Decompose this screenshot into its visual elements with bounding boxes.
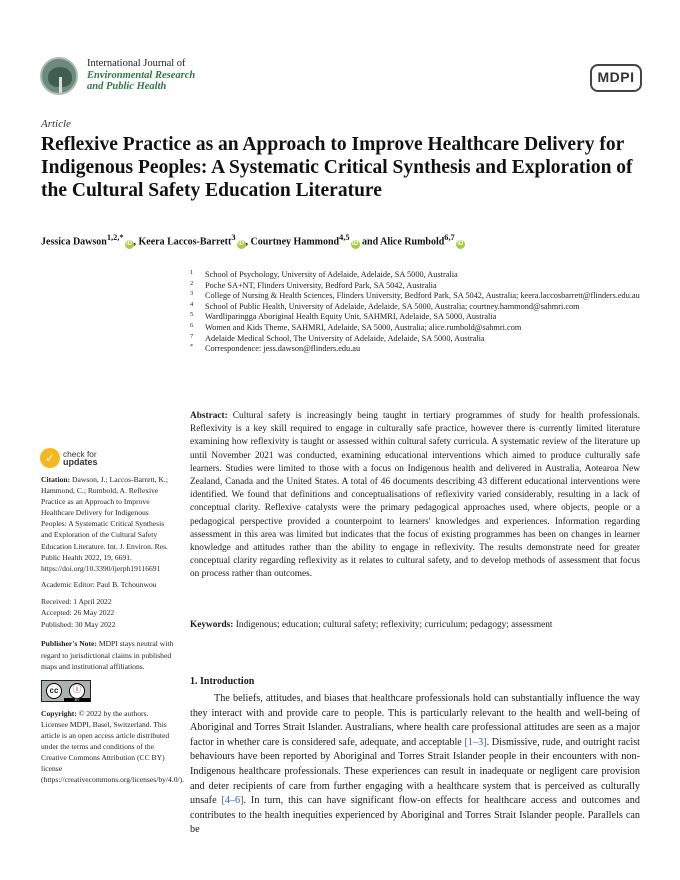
introduction-paragraph: [190, 692, 640, 838]
affiliation-item: [190, 312, 650, 323]
abstract: [190, 410, 640, 582]
author-name[interactable]: Keera Laccos-Barrett: [138, 236, 232, 248]
published-date: Published: 30 May 2022: [41, 619, 116, 629]
affiliation-item: [190, 323, 650, 334]
reference-link[interactable]: [4–6]: [221, 795, 244, 807]
affiliation-text: Poche SA+NT, Flinders University, Bedford Park, SA 5042, Australia: [205, 280, 437, 290]
orcid-icon[interactable]: iD: [126, 241, 132, 248]
intro-text-part: . Dismissive, rude, and outright racist behaviours have been reported by Aboriginal and Torres Strait Islander people in their encounters with non-Indigenous healthcare professionals. These experiences can result in inadequate or negligent care provision and deter recipients of care from further engaging with a healthcare system that is perceived as culturally unsafe: [190, 736, 641, 807]
copyright-label: Copyright:: [41, 708, 77, 718]
affiliation-mark: 2: [190, 279, 194, 287]
article-type: Article: [41, 118, 71, 130]
journal-logo-icon: [40, 57, 78, 95]
affiliation-mark: 3: [190, 290, 194, 298]
affiliation-mark: *: [190, 343, 194, 351]
affiliation-text: Women and Kids Theme, SAHMRI, Adelaide, SA 5000, Australia; alice.rumbold@sahmri.com: [205, 322, 522, 332]
check-updates-icon: ✓: [40, 448, 60, 468]
keywords-text: Indigenous; education; cultural safety; reflexivity; curriculum; pedagogy; assessment: [235, 620, 553, 630]
publisher-note-label: Publisher's Note:: [41, 639, 97, 649]
copyright-text: © 2022 by the authors. Licensee MDPI, Basel, Switzerland. This article is an open access article distributed under the terms and conditions of the Creative Commons Attribution (CC BY) license (https://creativecommons.org/licenses/by/4.0/).: [41, 708, 185, 785]
affiliation-item: [190, 281, 650, 292]
publication-dates: [41, 596, 176, 631]
affiliation-text: School of Psychology, University of Adelaide, Adelaide, SA 5000, Australia: [205, 270, 458, 279]
keywords-label: Keywords:: [190, 620, 234, 630]
check-updates-line-2: updates: [63, 457, 98, 467]
publisher-logo[interactable]: [590, 64, 642, 92]
affiliation-item: [190, 334, 650, 345]
affiliation-text: Correspondence: jess.dawson@flinders.edu.au: [205, 344, 361, 354]
author-affiliation-sup: 1,2,*: [106, 233, 124, 242]
section-heading-introduction: 1. Introduction: [190, 676, 255, 687]
journal-line-1: International Journal of: [87, 58, 186, 69]
publisher-logo-text: MDPI: [597, 69, 635, 85]
affiliation-item: [190, 291, 650, 302]
check-updates-line-1: check for: [63, 449, 97, 459]
affiliation-mark: 7: [190, 332, 194, 340]
journal-name[interactable]: [87, 58, 195, 93]
article-title: Reflexive Practice as an Approach to Improve Healthcare Delivery for Indigenous Peoples: A Systematic Critical Synthesis and Exploration of the Cultural Safety Education Literature: [41, 134, 633, 201]
affiliation-item: [190, 344, 650, 355]
author-list: Jessica Dawson$^{1,2,*}$iD , Keera Laccos-Barrett$^3$iD , Courtney Hammond$^{4,5}$iD and Alice Rumbold$^{6,7}$iD: [41, 233, 464, 248]
orcid-icon[interactable]: iD: [352, 241, 359, 248]
affiliation-mark: 1: [190, 269, 194, 276]
keywords: [190, 619, 640, 632]
received-date: Received: 1 April 2022: [41, 596, 112, 606]
author-name[interactable]: Alice Rumbold: [380, 236, 445, 248]
check-for-updates-button[interactable]: [40, 448, 150, 470]
citation-block: [41, 474, 176, 574]
reference-link[interactable]: [1–3]: [464, 736, 487, 748]
citation-text[interactable]: Dawson, J.; Laccos-Barrett, K.; Hammond, C.; Rumbold, A. Reflexive Practice as an Approach to Improve Healthcare Delivery for Indigenous Peoples: A Systematic Critical Synthesis and Exploration of the Cultural Safety Education Literature. Int. J. Environ. Res. Public Health 2022, 19, 6691. https://doi.org/10.3390/ijerph19116691: [41, 475, 168, 573]
author-name[interactable]: Courtney Hammond: [250, 236, 340, 248]
author-affiliation-sup: 4,5: [339, 233, 350, 242]
affiliation-mark: 6: [190, 321, 194, 329]
cc-by-license-badge[interactable]: [41, 680, 91, 702]
attribution-person-icon: ⓘ: [69, 683, 85, 699]
orcid-icon[interactable]: iD: [457, 241, 464, 248]
affiliation-item: [190, 270, 650, 281]
academic-editor: Academic Editor: Paul B. Tchounwou: [41, 579, 157, 589]
affiliation-mark: 4: [190, 300, 194, 308]
author-affiliation-sup: 6,7: [444, 233, 455, 242]
intro-text-part: The beliefs, attitudes, and biases that healthcare professionals hold can substantially influence the way they interact with and provide care to people. This is particularly relevant to the health and well-being of Aboriginal and Torres Strait Islander. Australians, where health care professional attitudes are seen as a major factor in whether care is considered safe, adequate, and acceptable: [190, 693, 640, 748]
affiliations: [190, 270, 650, 355]
orcid-icon[interactable]: iD: [238, 241, 244, 248]
sidebar-metadata: [41, 474, 185, 790]
affiliation-text: Adelaide Medical School, The University of Adelaide, Adelaide, SA 5000, Australia: [205, 333, 485, 343]
author-name[interactable]: Jessica Dawson: [41, 236, 107, 248]
affiliation-text: School of Public Health, University of Adelaide, Adelaide, SA 5000, Australia; courtney.hammond@sahmri.com: [205, 301, 580, 311]
publisher-note: [41, 638, 176, 671]
creative-commons-icon: cc: [46, 683, 62, 699]
journal-line-3: and Public Health: [87, 81, 167, 92]
affiliation-text: College of Nursing & Health Sciences, Flinders University, Bedford Park, SA 5042, Australia; keera.laccosbarrett@flinders.edu.au: [205, 291, 640, 301]
copyright-block: [41, 708, 185, 786]
intro-text-part: . In turn, this can have significant flow-on effects for healthcare access and outcomes and contributes to the health inequities experienced by Aboriginal and Torres Strait Islander people. Parallels can be: [190, 795, 640, 836]
author-affiliation-sup: 3: [231, 233, 236, 242]
affiliation-text: Wardliparingga Aboriginal Health Equity Unit, SAHMRI, Adelaide, SA 5000, Australia: [205, 312, 497, 322]
affiliation-mark: 5: [190, 311, 194, 319]
cc-by-label: BY: [64, 698, 90, 702]
abstract-label: Abstract:: [190, 411, 228, 421]
accepted-date: Accepted: 26 May 2022: [41, 608, 115, 618]
abstract-text: Cultural safety is increasingly being taught in tertiary programmes of study for health professionals. Reflexivity is a key skill required to engage in culturally safe practice, however there is currently limited literature examining how reflexivity is taught or assessed within cultural safety curricula. A systematic review of the literature up until November 2021 was conducted, examining educational interventions which aimed to produce culturally safe learners. Studies were limited to those with a focus on Indigenous health and delivered in Australia, Aotearoa New Zealand, Canada and the United States. A total of 46 documents describing 43 different educational interventions were identified. We found that definitions and conceptualisations of reflexivity varied considerably, resulting in a lack of conceptual clarity. Reflexive catalysts were the primary pedagogical approaches used, where objects, people or a pedagogical perspective provided a counterpoint to learners' knowledges and experiences. Information regarding assessment in this area was limited but indicates that the focus of existing programmes has been on changes in learner knowledge and attitudes rather than the ability to engage in reflexivity. The results demonstrate need for greater conceptual clarity regarding reflexivity as it relates to cultural safety, and to develop methods of assessment that focus on process rather than outcomes.: [190, 411, 640, 580]
affiliation-item: [190, 302, 650, 313]
citation-label: Citation:: [41, 475, 71, 484]
journal-line-2: Environmental Research: [87, 69, 196, 81]
publisher-note-text: MDPI stays neutral with regard to jurisdictional claims in published maps and institutional affiliations.: [41, 639, 174, 671]
